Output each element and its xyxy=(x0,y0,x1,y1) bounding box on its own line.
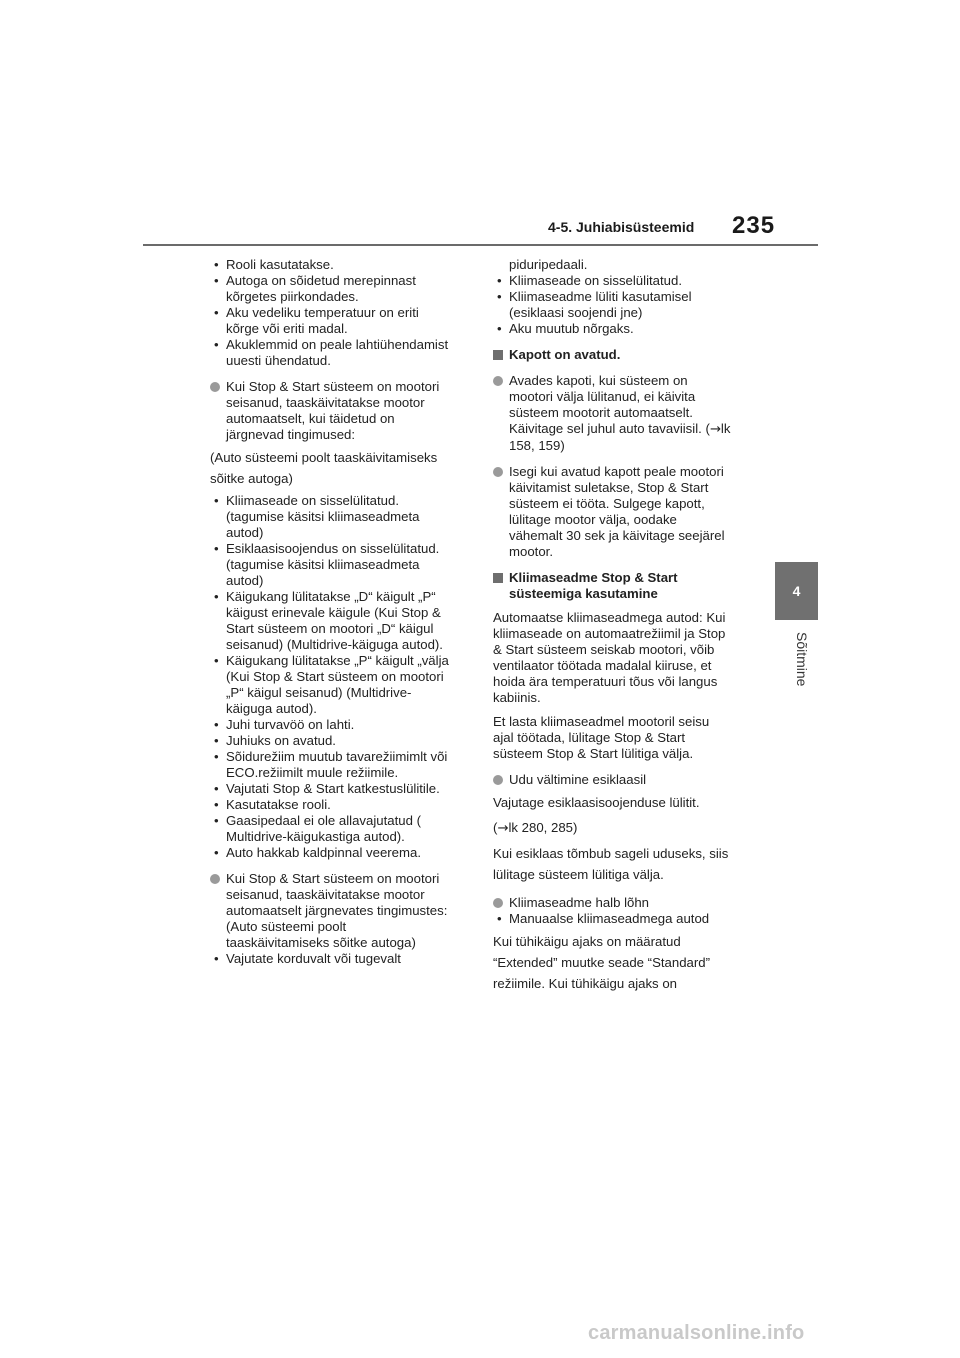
list-item: • Käigukang lülitatakse „D“ käigult „P“ käigust erinevale käigule (Kui Stop & Start süsteem on mootori „D“ käigul seisanud) (Multidrive-käiguga autod). xyxy=(210,589,470,653)
list-item: • Vajutate korduvalt või tugevalt xyxy=(210,951,470,967)
note-item: Kui Stop & Start süsteem on mootori seisanud, taaskäivitatakse mootor automaatselt, kui täidetud on järgnevad tingimused: xyxy=(210,379,470,443)
list-item: • Auto hakkab kaldpinnal veerema. xyxy=(210,845,470,861)
circle-bullet-icon xyxy=(493,775,503,785)
list-item: • Autoga on sõidetud merepinnast kõrgetes piirkondades. xyxy=(210,273,470,305)
circle-bullet-icon xyxy=(493,467,503,477)
list-item: • Kliimaseade on sisselülitatud. xyxy=(493,273,753,289)
section-heading: Kapott on avatud. xyxy=(493,347,753,363)
page-reference-link[interactable]: lk 280, 285) xyxy=(508,820,578,835)
list-item: • Esiklaasisoojendus on sisselülitatud. (tagumise käsitsi kliimaseadmeta autod) xyxy=(210,541,470,589)
paragraph: Kui esiklaas tõmbub sageli uduseks, siis lülitage süsteem lülitiga välja. xyxy=(493,846,729,882)
circle-bullet-icon xyxy=(493,898,503,908)
list-item: • Vajutati Stop & Start katkestuslülitile. xyxy=(210,781,470,797)
circle-bullet-icon xyxy=(210,874,220,884)
page-reference-link[interactable]: lk xyxy=(720,421,731,436)
list-item: • Gaasipedaal ei ole allavajutatud ( Multidrive-käigukastiga autod). xyxy=(210,813,470,845)
note-item: Udu vältimine esiklaasil xyxy=(493,772,753,788)
list-item: • Käigukang lülitatakse „P“ käigult „välja (Kui Stop & Start süsteem on mootori „P“ käigul seisanud) (Multidrive- käiguga autod). xyxy=(210,653,470,717)
section-heading: Kliimaseadme Stop & Start süsteemiga kasutamine xyxy=(493,570,753,602)
list-item: • Rooli kasutatakse. xyxy=(210,257,470,273)
section-title: 4-5. Juhiabisüsteemid xyxy=(548,219,695,235)
header-divider xyxy=(143,244,818,246)
paragraph: (Auto süsteemi poolt taaskäivitamiseks sõitke autoga) xyxy=(210,450,438,486)
watermark: carmanualsonline.info xyxy=(588,1322,805,1344)
chapter-label: Sõitmine xyxy=(794,632,810,687)
paragraph: Vajutage esiklaasisoojenduse lülitit. xyxy=(493,795,700,810)
note-item: Kui Stop & Start süsteem on mootori seisanud, taaskäivitatakse mootor automaatselt järgnevates tingimustes: (Auto süsteemi poolt taaskäivitamiseks sõitke autoga) xyxy=(210,871,470,951)
chapter-number: 4 xyxy=(792,583,801,599)
paragraph: Kui tühikäigu ajaks on määratud “Extended” muutke seade “Standard” režiimile. Kui tühikäigu ajaks on xyxy=(493,934,710,991)
list-item: • Juhiuks on avatud. xyxy=(210,733,470,749)
circle-bullet-icon xyxy=(210,382,220,392)
list-item-continued: piduripedaali. xyxy=(509,257,588,272)
circle-bullet-icon xyxy=(493,376,503,386)
note-item: Kliimaseadme halb lõhn xyxy=(493,895,753,911)
list-item: • Akuklemmid on peale lahtiühendamist uuesti ühendatud. xyxy=(210,337,470,369)
right-column xyxy=(493,257,753,994)
paragraph: Et lasta kliimaseadmel mootoril seisu ajal töötada, lülitage Stop & Start süsteem Stop & Start lülitiga välja. xyxy=(493,714,710,761)
list-item: • Kasutatakse rooli. xyxy=(210,797,470,813)
list-item: • Aku vedeliku temperatuur on eriti kõrge või eriti madal. xyxy=(210,305,470,337)
left-column xyxy=(210,257,470,967)
list-item: • Sõidurežiim muutub tavarežiimimlt või ECO.režiimilt muule režiimile. xyxy=(210,749,470,781)
note-item: Isegi kui avatud kapott peale mootori käivitamist suletakse, Stop & Start süsteem ei tööta. Sulgege kapott, lülitage mootor välja, oodake vähemalt 30 sek ja käivitage seejärel mootor. xyxy=(493,464,753,560)
list-item: • Kliimaseade on sisselülitatud. (tagumise käsitsi kliimaseadmeta autod) xyxy=(210,493,470,541)
square-bullet-icon xyxy=(493,350,503,360)
list-item: • Manuaalse kliimaseadmega autod xyxy=(493,911,753,927)
arrow-right-icon: → xyxy=(709,422,721,437)
list-item: • Kliimaseadme lüliti kasutamisel (esiklaasi soojendi jne) xyxy=(493,289,753,321)
page-number: 235 xyxy=(732,212,776,239)
list-item: • Juhi turvavöö on lahti. xyxy=(210,717,470,733)
chapter-tab[interactable] xyxy=(775,562,818,620)
note-item: Avades kapoti, kui süsteem on mootori välja lülitanud, ei käivita süsteem mootorit automaatselt. Käivitage sel juhul auto tavaviisil. (→lk 158, 159) xyxy=(493,373,753,454)
arrow-right-icon: → xyxy=(497,821,509,836)
list-item: • Aku muutub nõrgaks. xyxy=(493,321,753,337)
paragraph: Automaatse kliimaseadmega autod: Kui kliimaseade on automaatrežiimil ja Stop & Start süsteem seiskab mootori, võib ventilaator töötada madalal kiiruse, et hoida ära temperatuuri tõus või langus kabiinis. xyxy=(493,610,726,705)
paragraph: (→lk 280, 285) xyxy=(493,820,578,836)
square-bullet-icon xyxy=(493,573,503,583)
